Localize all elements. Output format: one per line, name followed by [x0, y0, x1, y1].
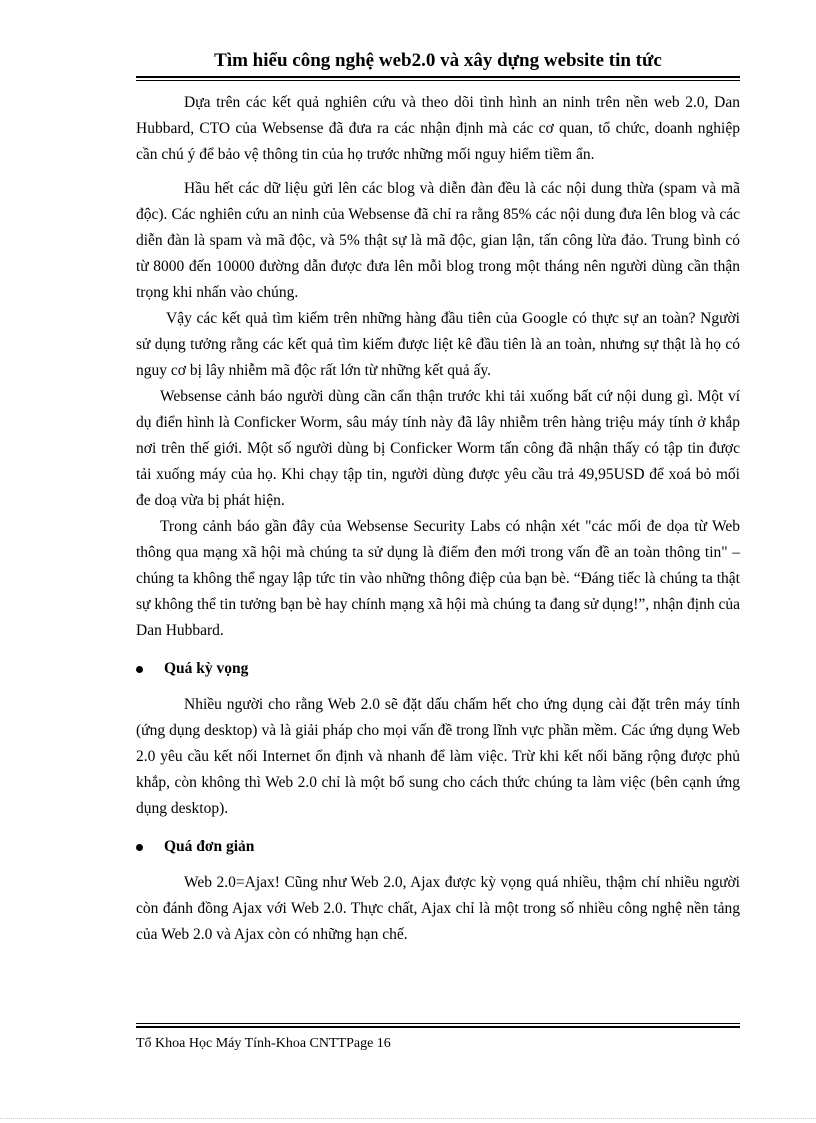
- bullet-heading-over-expectation: [136, 656, 740, 682]
- header-rule-thin: [136, 80, 740, 81]
- bullet-dot-icon: [136, 844, 143, 851]
- bullet-heading-label: Quá kỳ vọng: [164, 660, 249, 677]
- paragraph-dan-hubbard-intro: Dựa trên các kết quả nghiên cứu và theo dõi tình hình an ninh trên nền web 2.0, Dan Hubbard, CTO của Websense đã đưa ra các nhận định mà các cơ quan, tổ chức, doanh nghiệp cần chú ý để bảo vệ thông tin của họ trước những mối nguy hiểm tiềm ẩn.: [136, 94, 740, 163]
- bullet-heading-label: Quá đơn giản: [164, 838, 255, 855]
- page-content: [136, 90, 740, 948]
- paragraph-web20-desktop: Nhiều người cho rằng Web 2.0 sẽ đặt dấu chấm hết cho ứng dụng cài đặt trên máy tính (ứng dụng desktop) và là giải pháp cho mọi vấn đề trong lĩnh vực phần mềm. Các ứng dụng Web 2.0 yêu cầu kết nối Internet ổn định và nhanh để làm việc. Trừ khi kết nối băng rộng được phủ khắp, còn không thì Web 2.0 chỉ là một bổ sung cho cách thức chúng ta làm việc (bên cạnh ứng dụng desktop).: [136, 696, 740, 817]
- page-footer: Tổ Khoa Học Máy Tính-Khoa CNTTPage 16: [136, 1036, 391, 1051]
- paragraph-google-results: Vậy các kết quả tìm kiếm trên những hàng đầu tiên của Google có thực sự an toàn? Người sử dụng tưởng rằng các kết quả tìm kiếm được liệt kê đầu tiên là an toàn, nhưng sự thật là họ có nguy cơ bị lây nhiễm mã độc rất lớn từ những kết quả ấy.: [136, 310, 740, 379]
- bullet-heading-too-simple: [136, 834, 740, 860]
- bullet-dot-icon: [136, 666, 143, 673]
- paragraph-ajax: Web 2.0=Ajax! Cũng như Web 2.0, Ajax được kỳ vọng quá nhiều, thậm chí nhiều người còn đánh đồng Ajax với Web 2.0. Thực chất, Ajax chỉ là một trong số nhiều công nghệ nền tảng của Web 2.0 và Ajax còn có những hạn chế.: [136, 874, 740, 943]
- header-rule-thick: [136, 76, 740, 78]
- page-header-title: Tìm hiểu công nghệ web2.0 và xây dựng website tin tức: [214, 50, 662, 71]
- paragraph-blog-spam: Hầu hết các dữ liệu gửi lên các blog và diễn đàn đều là các nội dung thừa (spam và mã độc). Các nghiên cứu an ninh của Websense đã chỉ ra rằng 85% các nội dung đưa lên blog và các diễn đàn là spam và mã độc, và 5% thật sự là mã độc, gian lận, tấn công lừa đảo. Trung bình có từ 8000 đến 10000 đường dẫn được đưa lên mỗi blog trong một tháng nên người dùng cần thận trọng khi nhấn vào chúng.: [136, 180, 740, 301]
- paragraph-social-network-threat: Trong cảnh báo gần đây của Websense Security Labs có nhận xét "các mối đe dọa từ Web thông qua mạng xã hội mà chúng ta sử dụng là điểm đen mới trong vấn đề an toàn thông tin" – chúng ta không thể ngay lập tức tin vào những thông điệp của bạn bè. “Đáng tiếc là chúng ta thật sự không thể tin tưởng bạn bè hay chính mạng xã hội mà chúng ta đang sử dụng!”, nhận định của Dan Hubbard.: [136, 518, 740, 639]
- footer-rule-thin: [136, 1023, 740, 1024]
- footer-rule-thick: [136, 1026, 740, 1028]
- page-edge-divider: [0, 1118, 816, 1119]
- paragraph-conficker-worm: Websense cảnh báo người dùng cần cẩn thận trước khi tải xuống bất cứ nội dung gì. Một ví dụ điển hình là Conficker Worm, sâu máy tính này đã lây nhiễm trên hàng triệu máy tính ở khắp nơi trên thế giới. Một số người dùng bị Conficker Worm tấn công đã nhận thấy có tập tin được tải xuống máy của họ. Khi chạy tập tin, người dùng được yêu cầu trả 49,95USD để xoá bỏ mối đe doạ vừa bị phát hiện.: [136, 388, 740, 509]
